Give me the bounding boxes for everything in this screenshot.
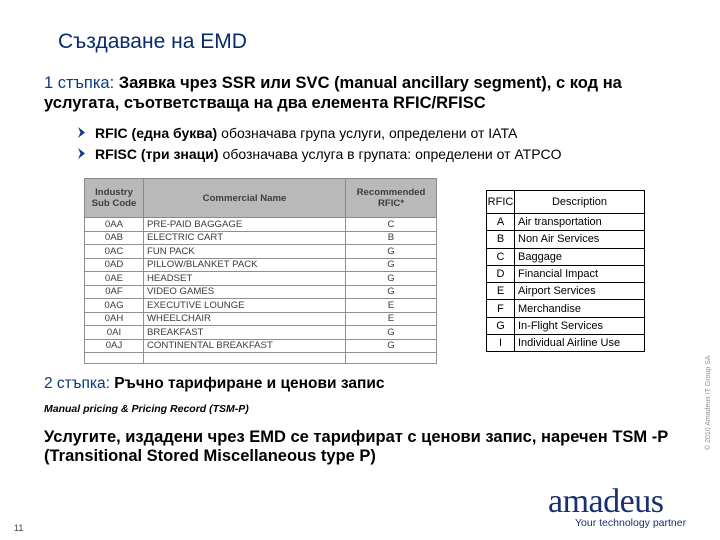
logo-wordmark: amadeus [548,485,664,517]
table-row [487,231,645,248]
step-1-text [44,73,694,113]
header-recommended-rfic: Recommended RFIC* [346,179,437,218]
rfic-description-cell: Financial Impact [515,265,645,282]
sub-code-cell: 0AF [85,285,144,299]
rfic-cell: G [346,285,437,299]
copyright-notice: © 2010 Amadeus IT Group SA [705,355,712,450]
table-row [487,214,645,231]
commercial-name-cell: CONTINENTAL BREAKFAST [144,339,346,353]
rfic-cell: G [346,272,437,286]
table-row [85,285,437,299]
sub-code-cell: 0AB [85,231,144,245]
amadeus-logo [548,485,698,517]
commercial-name-cell: ELECTRIC CART [144,231,346,245]
step-1-prefix: 1 стъпка: [44,74,115,92]
table-row [85,272,437,286]
rfic-cell: G [346,258,437,272]
page-number: 11 [14,523,24,533]
services-description: Услугите, издадени чрез EMD се тарифират с ценови запис, наречен TSM -P (Transitional Stored Miscellaneous type P) [44,428,668,465]
header-description: Description [515,191,645,214]
rfic-description-cell: Merchandise [515,300,645,317]
sub-code-cell: 0AG [85,299,144,313]
table-row [487,317,645,334]
step-2-text [44,375,384,393]
bullet-rfisc [78,143,562,164]
rfic-letter-cell: F [487,300,515,317]
commercial-name-cell: BREAKFAST [144,326,346,340]
rfic-letter-cell: C [487,248,515,265]
bullet-arrow-icon [78,148,85,159]
header-rfic: RFIC [487,191,515,214]
header-commercial-name: Commercial Name [144,179,346,218]
commercial-name-cell: VIDEO GAMES [144,285,346,299]
header-industry-sub-code: Industry Sub Code [85,179,144,218]
commercial-name-cell: PRE-PAID BAGGAGE [144,218,346,232]
table-row [85,339,437,353]
bullet-rfic-term: RFIC (една буква) [95,124,218,141]
rfic-cell: E [346,299,437,313]
sub-code-cell: 0AH [85,312,144,326]
table-row [487,265,645,282]
bullet-arrow-icon [78,127,85,138]
rfic-cell: G [346,245,437,259]
empty-cell [346,353,437,364]
table-row [487,283,645,300]
table-row [85,218,437,232]
commercial-name-cell: PILLOW/BLANKET PACK [144,258,346,272]
bullet-rfisc-term: RFISC (три знаци) [95,145,219,162]
bullet-rfisc-text: обозначава услуга в групата: определени от ATPCO [222,145,562,162]
commercial-name-cell: WHEELCHAIR [144,312,346,326]
rfic-cell: G [346,326,437,340]
table-row-empty [85,353,437,364]
manual-pricing-note: Manual pricing & Pricing Record (TSM-P) [44,403,249,415]
table-row [85,326,437,340]
sub-code-cell: 0AD [85,258,144,272]
bullet-rfic [78,122,562,143]
rfic-cell: C [346,218,437,232]
rfic-cell: B [346,231,437,245]
slide-title: Създаване на EMD [58,30,247,53]
table-row [85,231,437,245]
rfic-table [486,190,645,352]
bullet-rfic-text: обозначава група услуги, определени от IATA [221,124,518,141]
step-2-prefix: 2 стъпка: [44,375,110,392]
table-row [487,335,645,352]
rfic-cell: G [346,339,437,353]
rfic-letter-cell: D [487,265,515,282]
rfic-cell: E [346,312,437,326]
sub-code-cell: 0AE [85,272,144,286]
table-row [85,299,437,313]
rfic-letter-cell: A [487,214,515,231]
bullet-list [78,122,562,164]
rfic-description-cell: Non Air Services [515,231,645,248]
industry-subcode-table [84,178,437,364]
commercial-name-cell: EXECUTIVE LOUNGE [144,299,346,313]
commercial-name-cell: HEADSET [144,272,346,286]
rfic-description-cell: In-Flight Services [515,317,645,334]
rfic-letter-cell: B [487,231,515,248]
rfic-description-cell: Airport Services [515,283,645,300]
step-2-body: Ръчно тарифиране и ценови запис [114,375,385,392]
sub-code-cell: 0AJ [85,339,144,353]
table-row [487,300,645,317]
step-1-body: Заявка чрез SSR или SVC (manual ancillary segment), с код на услугата, съответстваща на два елемента RFIC/RFISC [44,74,622,112]
logo-tagline: Your technology partner [575,517,687,529]
rfic-letter-cell: E [487,283,515,300]
rfic-description-cell: Individual Airline Use [515,335,645,352]
sub-code-cell: 0AA [85,218,144,232]
rfic-letter-cell: I [487,335,515,352]
table-row [85,245,437,259]
table-row [85,312,437,326]
empty-cell [85,353,144,364]
empty-cell [144,353,346,364]
rfic-description-cell: Air transportation [515,214,645,231]
sub-code-cell: 0AC [85,245,144,259]
table-row [85,258,437,272]
rfic-description-cell: Baggage [515,248,645,265]
sub-code-cell: 0AI [85,326,144,340]
rfic-letter-cell: G [487,317,515,334]
table-row [487,248,645,265]
commercial-name-cell: FUN PACK [144,245,346,259]
